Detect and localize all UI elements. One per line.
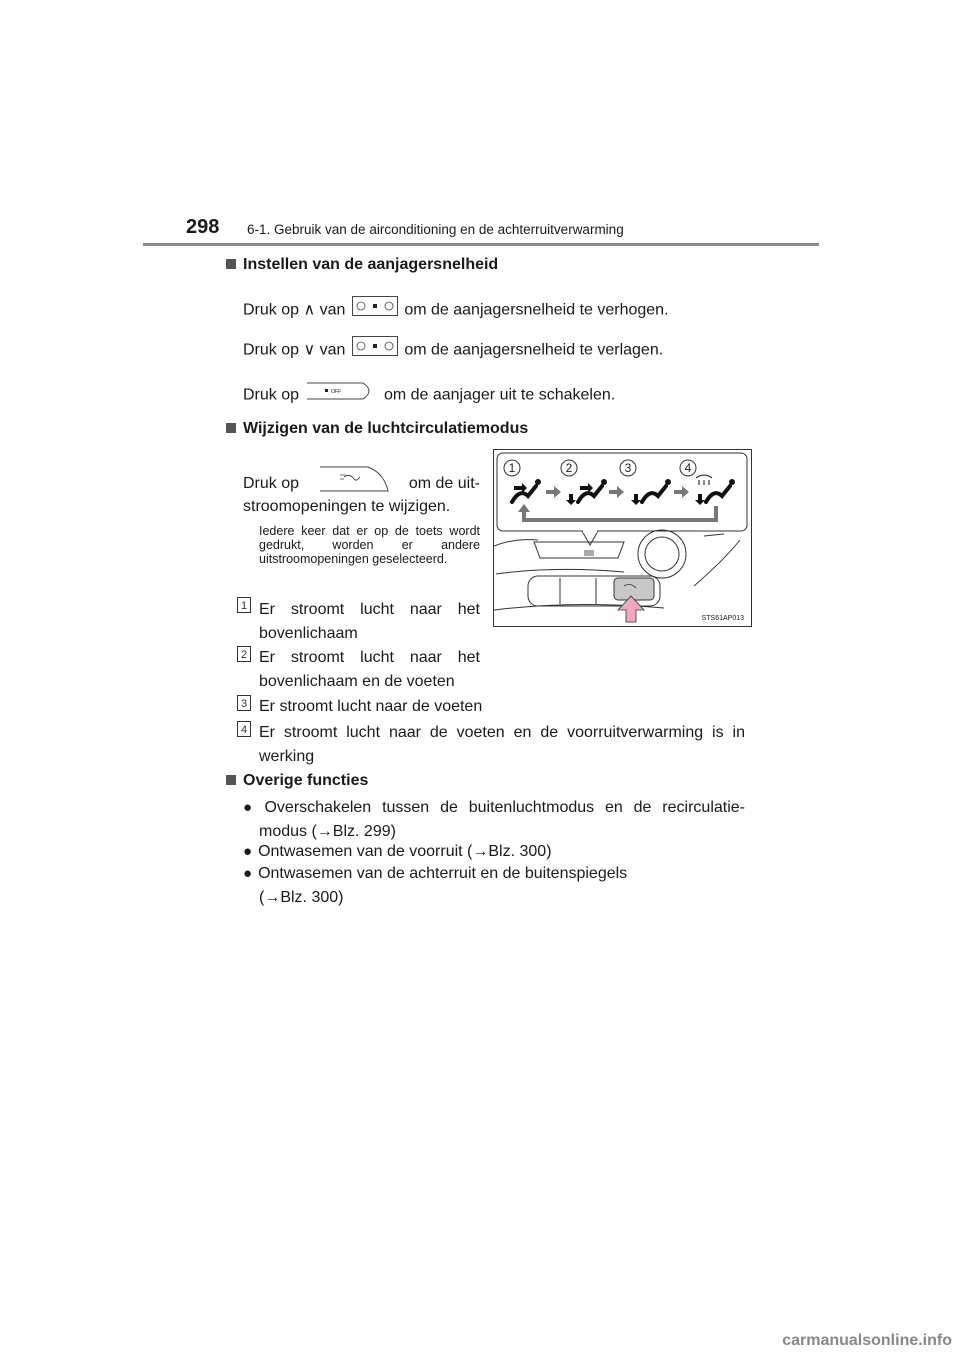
num-label: 3 [240, 698, 248, 710]
line-text: Druk op ∨ van [243, 341, 346, 359]
line-text: om de uit- [408, 474, 480, 492]
bullet-item [243, 862, 627, 910]
num-label: 4 [240, 724, 248, 736]
figure-label-1: 1 [508, 461, 516, 475]
num-box [237, 721, 251, 736]
list-item: Er stroomt lucht naar de voeten [259, 698, 483, 715]
bullet-text: (→Blz. 300) [259, 889, 344, 906]
figure-label-2: 2 [565, 461, 573, 475]
num-box [237, 597, 251, 612]
heading-text: Instellen van de aanjagersnelheid [243, 256, 499, 273]
list-item: Er stroomt lucht naar het bovenlichaam [259, 601, 480, 642]
climate-panel-illustration [494, 530, 740, 610]
list-item: Er stroomt lucht naar het bovenlichaam en de voeten [259, 649, 480, 690]
fan-speed-line-down [243, 338, 663, 363]
bullet-text: Overschakelen tussen de buitenluchtmodus en de recirculatie- [264, 799, 745, 816]
round-bullet-icon: ● [243, 843, 253, 860]
figure-code: STS61AP013 [701, 615, 744, 622]
bullet-text: Ontwasemen van de voorruit (→Blz. 300) [258, 843, 552, 860]
square-bullet-icon [226, 259, 236, 269]
figure-label-3: 3 [624, 461, 632, 475]
line-text: om de aanjager uit te schakelen. [383, 386, 616, 404]
header-rule [143, 243, 819, 246]
heading-text: Overige functies [243, 772, 369, 789]
num-box [237, 695, 251, 710]
round-bullet-icon: ● [243, 799, 259, 816]
line-text: om de aanjagersnelheid te verhogen. [404, 301, 669, 319]
line-text: om de aanjagersnelheid te verlagen. [404, 341, 664, 359]
airflow-mode-figure [493, 449, 752, 627]
num-label: 2 [240, 649, 248, 661]
bullet-item [243, 840, 552, 864]
heading-text: Wijzigen van de luchtcirculatiemodus [243, 420, 529, 437]
off-label: OFF [331, 389, 342, 395]
section-heading-fan-speed [226, 256, 498, 274]
airflow-note: Iedere keer dat er op de toets wordt gedrukt, worden er andere uitstroomopeningen geselecteerd. [259, 524, 480, 566]
line-text: Druk op ∧ van [243, 301, 346, 319]
running-head: 6-1. Gebruik van de airconditioning en de achterruitverwarming [247, 222, 624, 237]
figure-label-4: 4 [684, 461, 692, 475]
num-label: 1 [240, 600, 248, 612]
airflow-intro-line2: stroomopeningen te wijzigen. [243, 498, 451, 515]
num-box [237, 646, 251, 661]
line-text: Druk op [243, 386, 300, 404]
watermark: carmanualsonline.info [782, 1332, 952, 1349]
square-bullet-icon [226, 423, 236, 433]
bullet-item [243, 796, 745, 844]
fan-speed-button-icon [352, 336, 398, 361]
list-item: Er stroomt lucht naar de voeten en de voorruitverwarming is in werking [259, 724, 745, 765]
fan-speed-line-up [243, 298, 669, 323]
line-text: Druk op [243, 474, 300, 492]
section-heading-other [226, 772, 368, 790]
fan-speed-button-icon [352, 296, 398, 321]
section-heading-airflow [226, 420, 528, 438]
round-bullet-icon: ● [243, 865, 253, 882]
fan-off-line [243, 382, 615, 409]
bullet-text: Ontwasemen van de achterruit en de buitenspiegels [258, 865, 628, 882]
airflow-intro-line1 [243, 467, 480, 500]
square-bullet-icon [226, 775, 236, 785]
page-number: 298 [186, 216, 220, 238]
airflow-mode-button-icon [318, 465, 390, 498]
fan-off-button-icon [305, 380, 377, 407]
bullet-text: modus (→Blz. 299) [259, 823, 396, 840]
